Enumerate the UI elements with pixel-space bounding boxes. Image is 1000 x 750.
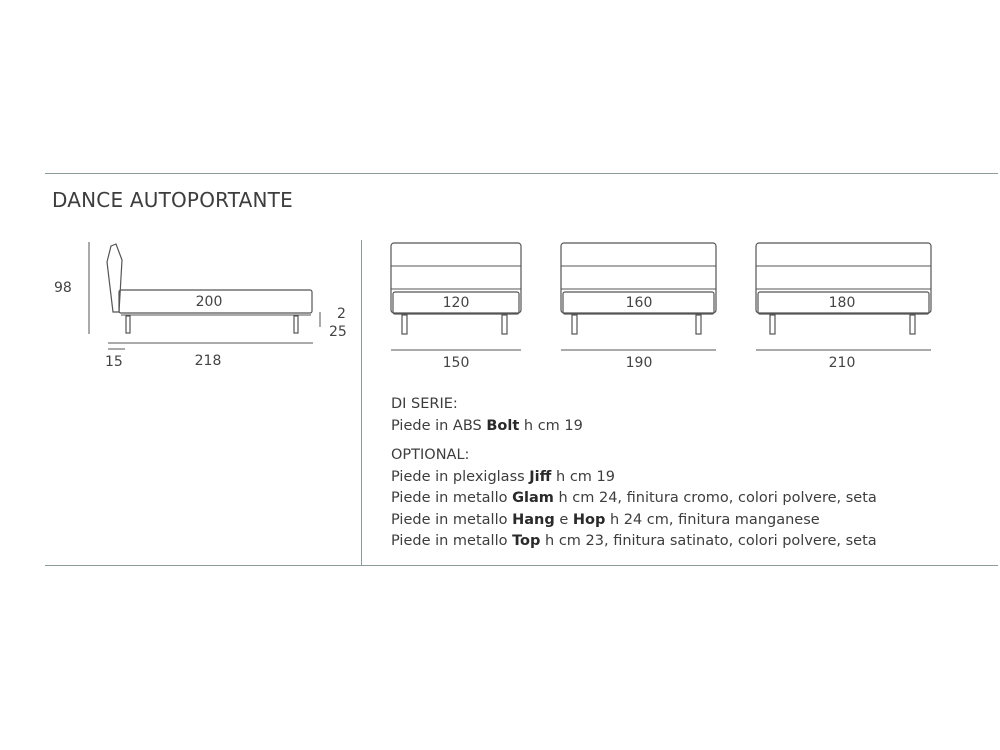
optional-line: Piede in metallo Top h cm 23, finitura satinato, colori polvere, seta (391, 533, 877, 549)
dim-mattress-width-2: 160 (625, 295, 653, 311)
dim-leg-height: 25 (329, 324, 347, 340)
dim-top-gap: 2 (337, 306, 346, 322)
headboard (107, 244, 122, 312)
dim-mattress-width-1: 120 (442, 295, 470, 311)
dim-height: 98 (54, 280, 72, 296)
side-leg-right (294, 316, 298, 333)
dim-overall-width-2: 190 (625, 355, 653, 371)
dim-total-length: 218 (194, 353, 222, 369)
standard-heading: DI SERIE: (391, 396, 458, 412)
dim-overall-width-3: 210 (828, 355, 856, 371)
spec-notes (391, 394, 877, 553)
side-leg-left (126, 316, 130, 333)
optional-line: Piede in metallo Glam h cm 24, finitura cromo, colori polvere, seta (391, 490, 877, 506)
product-title: DANCE AUTOPORTANTE (52, 188, 293, 212)
dim-length: 200 (195, 294, 223, 310)
optional-heading: OPTIONAL: (391, 447, 470, 463)
dim-overall-width-1: 150 (442, 355, 470, 371)
dim-mattress-width-3: 180 (828, 295, 856, 311)
dim-headboard-depth: 15 (105, 354, 123, 370)
optional-line: Piede in metallo Hang e Hop h 24 cm, finitura manganese (391, 511, 820, 528)
standard-line: Piede in ABS Bolt h cm 19 (391, 417, 583, 434)
optional-line: Piede in plexiglass Jiff h cm 19 (391, 468, 615, 485)
